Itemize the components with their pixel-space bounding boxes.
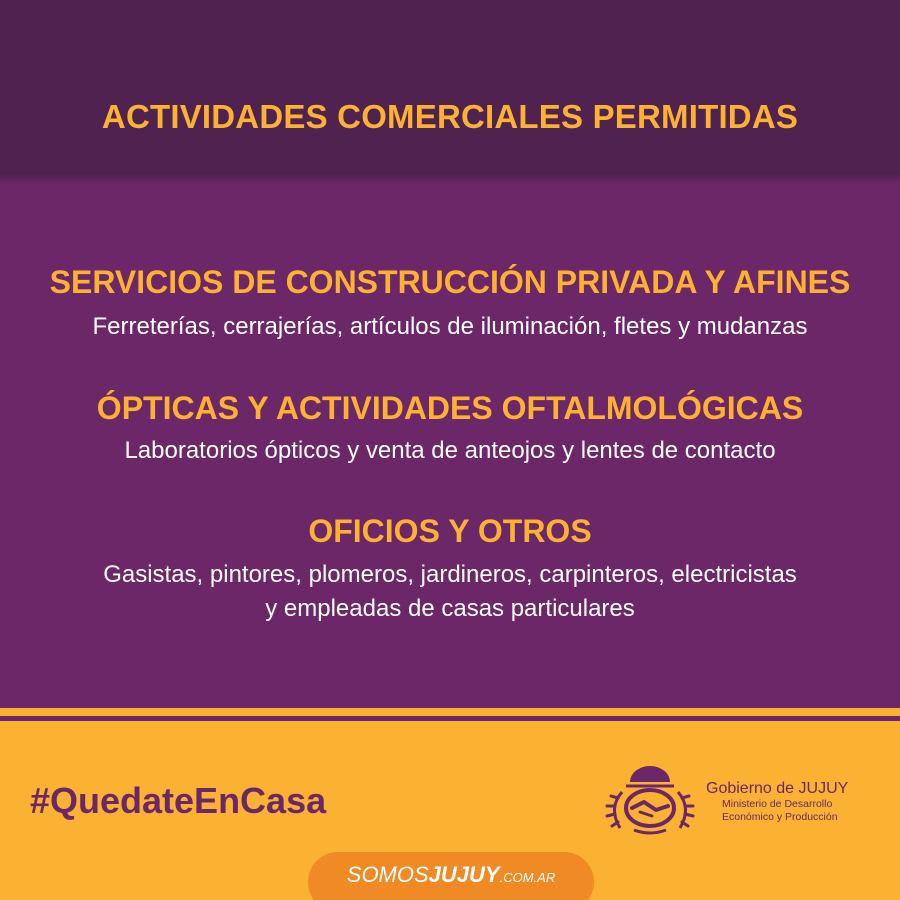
section-desc-construccion: Ferreterías, cerrajerías, artículos de iluminación, fletes y mudanzas	[92, 313, 808, 340]
website-part-somos: SOMOS	[346, 862, 429, 887]
section-desc-oficios-line1: Gasistas, pintores, plomeros, jardineros, carpinteros, electricistas	[103, 561, 797, 588]
website-part-domain: .COM.AR	[499, 870, 556, 885]
section-title-construccion: SERVICIOS DE CONSTRUCCIÓN PRIVADA Y AFINES	[49, 264, 851, 300]
hashtag: #QuedateEnCasa	[30, 780, 327, 821]
section-desc-oficios-line2: y empleadas de casas particulares	[265, 595, 635, 622]
header-band	[0, 0, 900, 172]
divider-stripe-orange	[0, 708, 900, 716]
jujuy-emblem-icon	[600, 762, 700, 838]
section-desc-opticas: Laboratorios ópticos y venta de anteojos y lentes de contacto	[124, 437, 776, 464]
header-shadow	[0, 172, 900, 184]
page-title: ACTIVIDADES COMERCIALES PERMITIDAS	[101, 98, 799, 135]
government-name: Gobierno de JUJUY	[706, 780, 849, 797]
ministry-line2: Económico y Producción	[722, 811, 838, 823]
section-title-opticas: ÓPTICAS Y ACTIVIDADES OFTALMOLÓGICAS	[96, 390, 804, 426]
government-logo-text	[706, 780, 886, 824]
website-link[interactable]	[308, 862, 594, 888]
ministry-line1: Ministerio de Desarrollo	[722, 798, 833, 810]
section-title-oficios: OFICIOS Y OTROS	[308, 513, 592, 549]
website-part-jujuy: JUJUY	[428, 862, 500, 887]
